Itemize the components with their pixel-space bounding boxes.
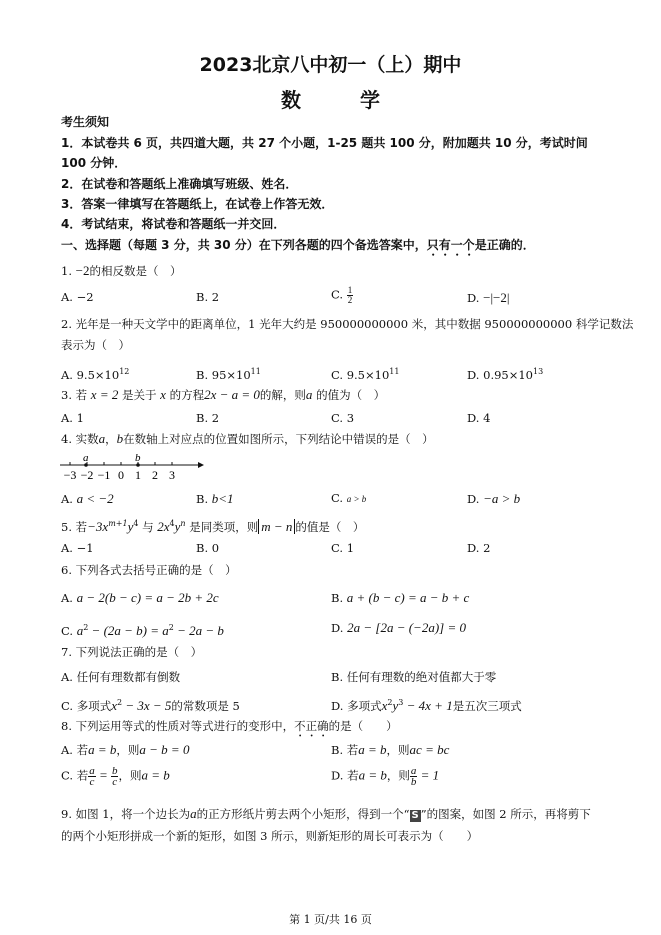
number-line-tick-label: 1 [135,468,141,482]
q6-option-d[interactable]: D. 2a − [2a − (−2a)] = 0 [331,620,466,635]
q3-option-d[interactable]: D. 4 [467,411,491,425]
subject-title: 数 学 [281,88,406,112]
q3-option-b[interactable]: B. 2 [196,411,220,425]
page-footer: 第 1 页/共 16 页 [289,913,372,926]
q6-option-a[interactable]: A. a − 2(b − c) = a − 2b + 2c [61,590,219,605]
point-a-label: a [83,452,89,464]
q4-option-c[interactable]: C. a > b [331,491,367,505]
q6-option-b[interactable]: B. a + (b − c) = a − b + c [331,590,470,605]
number-line-tick-label: 2 [152,468,158,482]
q8-stem: 8. 下列运用等式的性质对等式进行的变形中，不正确的是（ ） [61,719,398,733]
q3-option-a[interactable]: A. 1 [61,411,84,425]
section1-heading: 一、选择题（每题 3 分，共 30 分）在下列各题的四个备选答案中，只有一个是正确的． [61,238,535,252]
q8-option-b[interactable]: B. 若a = b，则ac = bc [331,742,450,757]
number-line-tick-label: −2 [80,468,94,482]
q2-option-c[interactable]: C. $9.5\times 10^{11}$ [331,367,400,382]
point-b-label: b [135,452,141,464]
q2-option-a[interactable]: A. $9.5\times 10^{12}$ [61,367,130,382]
s-shape-icon: S [411,810,419,821]
q3-stem: 3. 若 x = 2 是关于 x 的方程2x − a = 0的解，则a 的值为（ ） [61,387,386,402]
q5-stem: 5. 若$-3x^{m+1}y^4$ 与 $2x^4y^n$ 是同类项，则 m − n 的值是（ ） [61,518,365,534]
q7-option-a[interactable]: A. 任何有理数都有倒数 [61,670,181,684]
q5-option-a[interactable]: A. −1 [61,541,94,555]
q7-option-c[interactable]: C. 多项式$x^2 - 3x - 5$的常数项是 5 [61,697,240,713]
q4-option-d[interactable]: D. −a > b [467,491,521,506]
q5-option-d[interactable]: D. 2 [467,541,491,555]
q8-option-a[interactable]: A. 若a = b，则a − b = 0 [61,742,190,757]
q5-option-b[interactable]: B. 0 [196,541,220,555]
q1-option-a[interactable]: A. −2 [61,290,94,304]
q4-option-b[interactable]: B. b<1 [196,491,234,506]
q9-stem-line2: 的两个小矩形拼成一个新的矩形，如图 3 所示，则新矩形的周长可表示为（ ） [61,829,479,843]
q9-stem-line1: 9. 如图 1，将一个边长为a的正方形纸片剪去两个小矩形，得到一个“ S ”的图案，如图 2 所示，再将剪下 [61,806,591,821]
q7-option-d[interactable]: D. 多项式$x^2y^3 - 4x + 1$是五次三项式 [331,697,522,713]
q4-option-a[interactable]: A. a < −2 [61,491,114,506]
q2-stem-line1: 2. 光年是一种天文学中的距离单位，1 光年大约是 950000000000 米，其中数据 950000000000 科学记数法 [61,317,634,331]
number-line-tick-label: 0 [118,468,124,482]
q5-option-c[interactable]: C. 1 [331,541,355,555]
notice-item-4: 4．考试结束，将试卷和答题纸一并交回． [61,217,286,231]
exam-title: 2023北京八中初一（上）期中 [199,54,462,76]
q1-option-c[interactable]: C. $\frac{1}{2}$ [331,285,353,305]
q8-option-c[interactable]: C. 若 $\frac{a}{c}$ = $\frac{b}{c}$ ，则a = b [61,765,170,788]
q8-option-d[interactable]: D. 若a = b，则 $\frac{a}{b}$ = 1 [331,765,440,788]
q7-stem: 7. 下列说法正确的是（ ） [61,645,203,659]
q1-option-d[interactable]: D. −|−2| [467,290,510,305]
number-line-tick-label: −1 [97,468,111,482]
number-line-tick-label: −3 [63,468,77,482]
notice-item-2: 2．在试卷和答题纸上准确填写班级、姓名． [61,177,298,191]
q2-option-d[interactable]: D. $0.95\times 10^{13}$ [467,367,544,382]
number-line-tick-label: 3 [169,468,175,482]
q6-option-c[interactable]: C. $a^2 - (2a - b) = a^2 - 2a - b$ [61,622,224,638]
notice-item-1a: 1．本试卷共 6 页，共四道大题，共 27 个小题，1-25 题共 100 分，附加题共 10 分，考试时间 [61,136,588,150]
q4-stem: 4. 实数a，b在数轴上对应点的位置如图所示，下列结论中错误的是（ ） [61,431,434,446]
number-line-figure [58,451,208,483]
notice-item-1b: 100 分钟． [61,156,127,170]
q1-stem: 1. −2的相反数是（ ） [61,263,182,278]
notice-heading: 考生须知 [61,115,110,129]
number-line-arrow-icon [198,462,204,468]
q1-option-b[interactable]: B. 2 [196,290,220,304]
q2-option-b[interactable]: B. $95\times 10^{11}$ [196,367,261,382]
notice-item-3: 3．答案一律填写在答题纸上，在试卷上作答无效． [61,197,334,211]
q6-stem: 6. 下列各式去括号正确的是（ ） [61,563,237,577]
q2-stem-line2: 表示为（ ） [61,338,130,352]
q7-option-b[interactable]: B. 任何有理数的绝对值都大于零 [331,670,497,684]
q3-option-c[interactable]: C. 3 [331,411,355,425]
